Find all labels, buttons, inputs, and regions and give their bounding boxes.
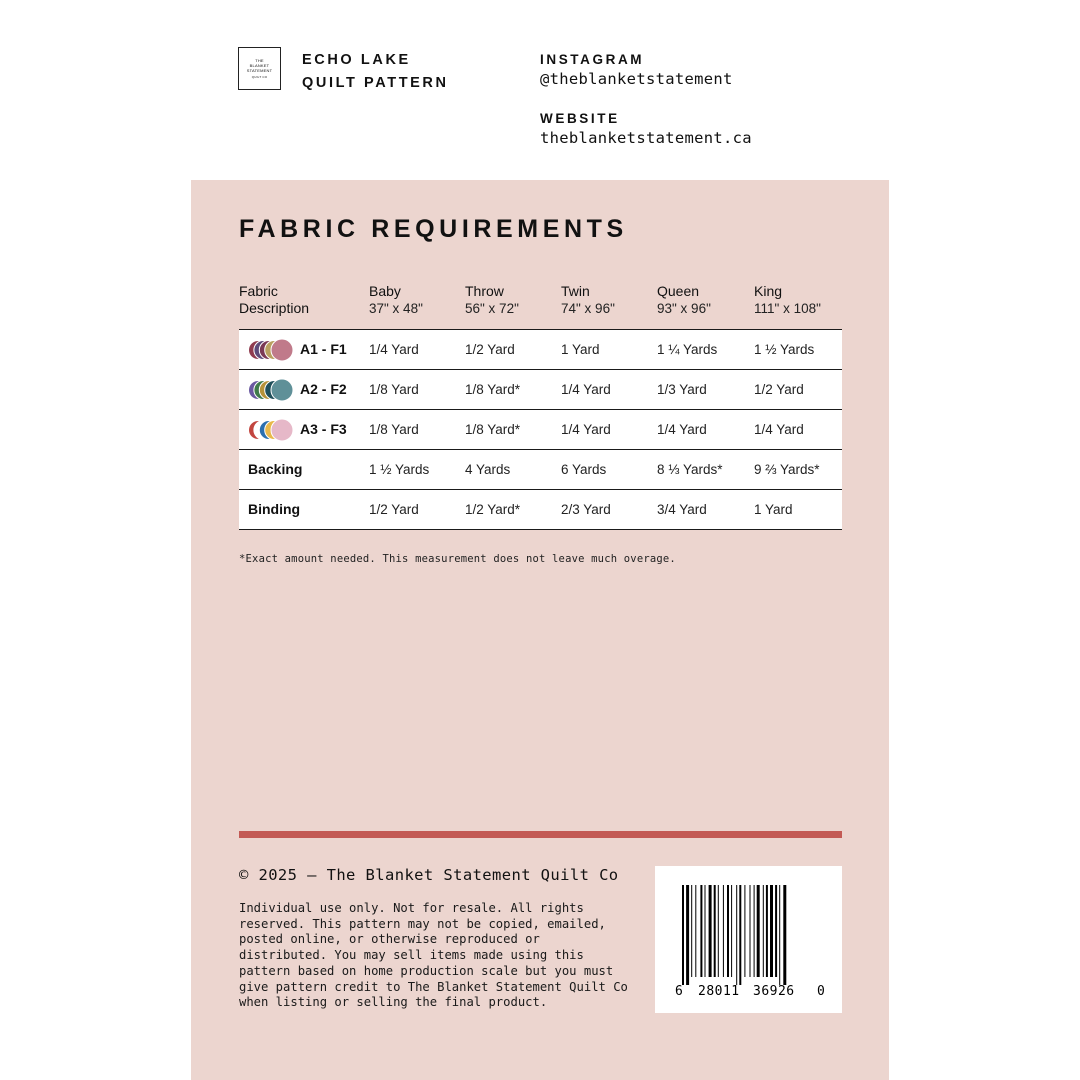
table-row	[239, 330, 842, 370]
table-cell: 1/8 Yard	[369, 382, 419, 397]
table-cell: 1/3 Yard	[657, 382, 707, 397]
table-cell: 1/4 Yard	[657, 422, 707, 437]
barcode-bar	[744, 885, 745, 977]
barcode-bar	[731, 885, 732, 977]
fabric-swatch-icon	[248, 379, 294, 401]
website-link[interactable]: theblanketstatement.ca	[540, 129, 752, 147]
table-cell: 1 ¼ Yards	[657, 342, 718, 357]
barcode-graphic	[655, 866, 842, 1013]
copyright: © 2025 – The Blanket Statement Quilt Co	[239, 866, 619, 884]
barcode-bar	[779, 885, 780, 985]
section-title: FABRIC REQUIREMENTS	[239, 215, 628, 243]
fabric-label: A1 - F1	[300, 341, 347, 357]
instagram-label: INSTAGRAM	[540, 52, 645, 67]
brand-logo	[238, 47, 281, 90]
fabric-table	[239, 329, 842, 530]
column-header: Queen 93" x 96"	[657, 283, 711, 316]
table-cell: 1/8 Yard	[369, 422, 419, 437]
barcode-bar	[763, 885, 764, 977]
barcode-bar	[718, 885, 719, 977]
legal-notice: Individual use only. Not for resale. All rights reserved. This pattern may not be copied, emailed, posted online, or otherwise reproduced or distributed. You may sell items made using this pattern based on home production scale but you must give pattern credit to The Blanket Statement Quilt Co when listing or selling the final product.	[239, 901, 628, 1010]
table-cell: 1/2 Yard	[754, 382, 804, 397]
table-row	[239, 490, 842, 530]
table-cell: 1/2 Yard	[369, 502, 419, 517]
pattern-title	[302, 49, 449, 95]
fabric-swatch-icon	[248, 419, 294, 441]
footnote: *Exact amount needed. This measurement does not leave much overage.	[239, 553, 676, 565]
table-cell: 1/4 Yard	[754, 422, 804, 437]
table-row	[239, 410, 842, 450]
table-cell: 6 Yards	[561, 462, 607, 477]
table-cell: 1 Yard	[754, 502, 793, 517]
table-cell: 1 ½ Yards	[754, 342, 815, 357]
barcode-group-left: 28011	[698, 984, 740, 999]
barcode-bar	[723, 885, 724, 977]
barcode-group-right: 36926	[753, 984, 795, 999]
table-cell: 1/8 Yard*	[465, 382, 521, 397]
table-row	[239, 450, 842, 490]
table-cell: 1 ½ Yards	[369, 462, 430, 477]
barcode-bar	[766, 885, 768, 977]
accent-rule	[239, 831, 842, 838]
table-cell: 3/4 Yard	[657, 502, 707, 517]
fabric-swatch-icon	[248, 339, 294, 361]
table-header	[239, 283, 842, 329]
pattern-title-line1: ECHO LAKE	[302, 52, 411, 68]
table-cell: 1/4 Yard	[561, 422, 611, 437]
column-header: Throw 56" x 72"	[465, 283, 519, 316]
barcode-digit-last: 0	[817, 984, 825, 999]
fabric-label: Binding	[248, 501, 301, 517]
fabric-panel	[191, 180, 889, 1080]
logo-line: STATEMENT	[246, 67, 273, 73]
table-row	[239, 370, 842, 410]
logo-line: THE	[255, 57, 264, 63]
fabric-label: A3 - F3	[300, 421, 347, 437]
column-header: King 111" x 108"	[754, 283, 821, 316]
barcode-bar	[700, 885, 702, 977]
column-header: Twin 74" x 96"	[561, 283, 615, 316]
website-block	[540, 110, 752, 148]
table-cell: 1 Yard	[561, 342, 600, 357]
website-label: WEBSITE	[540, 111, 620, 126]
barcode-bar	[739, 885, 741, 985]
table-cell: 2/3 Yard	[561, 502, 611, 517]
barcode-digit-first: 6	[675, 984, 683, 999]
fabric-label: A2 - F2	[300, 381, 347, 397]
barcode-bar	[695, 885, 696, 977]
barcode-bar	[783, 885, 786, 985]
instagram-handle[interactable]: @theblanketstatement	[540, 70, 733, 88]
table-cell: 1/8 Yard*	[465, 422, 521, 437]
table-cell: 8 ⅓ Yards*	[657, 462, 723, 477]
logo-sub: QUILT CO	[251, 74, 268, 79]
barcode-bar	[727, 885, 729, 977]
barcode-bar	[709, 885, 712, 977]
barcode-bar	[770, 885, 773, 977]
table-cell: 1/2 Yard*	[465, 502, 521, 517]
instagram-block	[540, 51, 733, 89]
fabric-label: Backing	[248, 461, 303, 477]
table-cell: 4 Yards	[465, 462, 511, 477]
barcode-bar	[714, 885, 716, 977]
barcode-bar	[757, 885, 760, 977]
barcode-bar	[775, 885, 777, 977]
column-header: Baby 37" x 48"	[369, 283, 423, 316]
table-cell: 1/2 Yard	[465, 342, 515, 357]
table-cell: 1/4 Yard	[561, 382, 611, 397]
pattern-title-line2: QUILT PATTERN	[302, 75, 449, 91]
logo-line: BLANKET	[249, 62, 270, 68]
table-cell: 9 ⅔ Yards*	[754, 462, 820, 477]
barcode-bar	[682, 885, 684, 985]
barcode-bar	[705, 885, 706, 977]
column-header: Fabric Description	[239, 283, 310, 316]
barcode-bar	[736, 885, 737, 985]
table-cell: 1/4 Yard	[369, 342, 419, 357]
barcode	[655, 866, 842, 1013]
barcode-bar	[691, 885, 692, 977]
barcode-bar	[754, 885, 755, 977]
barcode-bar	[750, 885, 751, 977]
barcode-bar	[686, 885, 689, 985]
